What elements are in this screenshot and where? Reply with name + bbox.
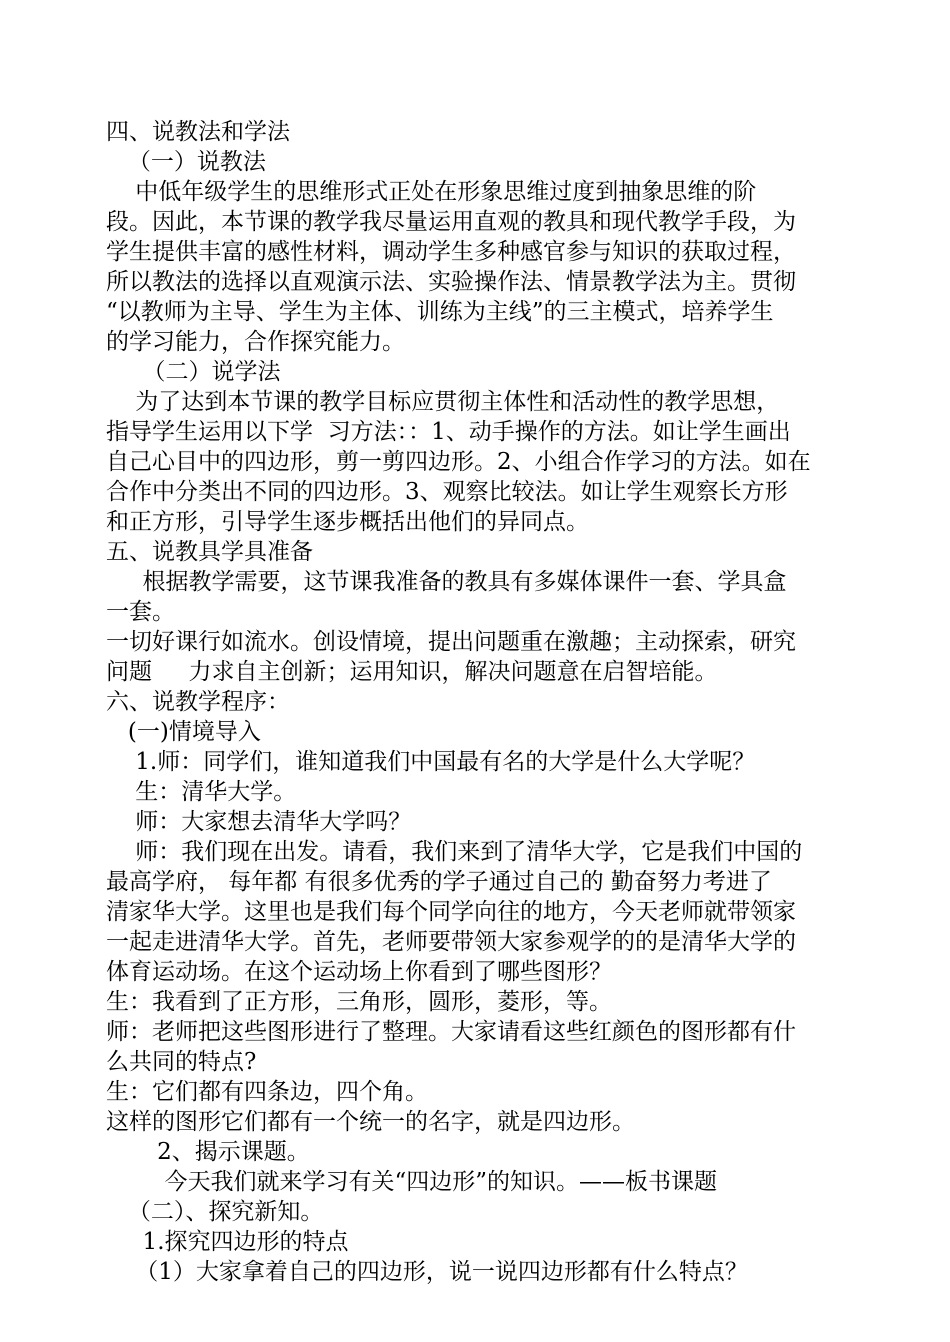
dialogue-line: 生：我看到了正方形，三角形，圆形，菱形，等。 bbox=[106, 989, 612, 1015]
heading-teaching-aids: 五、说教具学具准备 bbox=[106, 539, 313, 565]
paragraph-line: “以教师为主导、学生为主体、训练为主线”的三主模式，培养学生 bbox=[106, 299, 774, 325]
paragraph-line: （1）大家拿着自己的四边形，说一说四边形都有什么特点？ bbox=[106, 1259, 748, 1285]
dialogue-line: 生：清华大学。 bbox=[106, 779, 297, 805]
dialogue-line: 最高学府， 每年都 有很多优秀的学子通过自己的 勤奋努力考进了 bbox=[106, 869, 772, 895]
subheading-introduction: (一)情境导入 bbox=[106, 719, 261, 745]
dialogue-line: 清家华大学。这里也是我们每个同学向往的地方，今天老师就带领家 bbox=[106, 899, 796, 925]
paragraph-line: 问题 力求自主创新；运用知识，解决问题意在启智培能。 bbox=[106, 659, 718, 685]
paragraph-line: 这样的图形它们都有一个统一的名字，就是四边形。 bbox=[106, 1109, 635, 1135]
paragraph-line: 中低年级学生的思维形式正处在形象思维过度到抽象思维的阶 bbox=[106, 179, 757, 205]
paragraph-line: 一切好课行如流水。创设情境，提出问题重在激趣；主动探索，研究 bbox=[106, 629, 796, 655]
dialogue-line: 一起走进清华大学。首先，老师要带领大家参观学的的是清华大学的 bbox=[106, 929, 796, 955]
dialogue-line: 1.师：同学们，谁知道我们中国最有名的大学是什么大学呢？ bbox=[106, 749, 756, 775]
dialogue-line: 师：老师把这些图形进行了整理。大家请看这些红颜色的图形都有什 bbox=[106, 1019, 796, 1045]
paragraph-line: 今天我们就来学习有关“四边形”的知识。——板书课题 bbox=[106, 1169, 718, 1195]
paragraph-line: 合作中分类出不同的四边形。3、观察比较法。如让学生观察长方形 bbox=[106, 479, 788, 505]
paragraph-line: 自己心目中的四边形，剪一剪四边形。2、小组合作学习的方法。如在 bbox=[106, 449, 811, 475]
dialogue-line: 师：大家想去清华大学吗？ bbox=[106, 809, 412, 835]
paragraph-line: 段。因此，本节课的教学我尽量运用直观的教具和现代教学手段，为 bbox=[106, 209, 796, 235]
paragraph-line: 一套。 bbox=[106, 599, 175, 625]
paragraph-line: 所以教法的选择以直观演示法、实验操作法、情景教学法为主。贯彻 bbox=[106, 269, 796, 295]
subheading-explore: （二）、探究新知。 bbox=[106, 1199, 324, 1225]
paragraph-line: 学生提供丰富的感性材料，调动学生多种感官参与知识的获取过程， bbox=[106, 239, 796, 265]
subheading-reveal-topic: 2、揭示课题。 bbox=[106, 1139, 310, 1165]
subheading-teaching-method: （一）说教法 bbox=[106, 149, 266, 175]
paragraph-line: 根据教学需要，这节课我准备的教具有多媒体课件一套、学具盒 bbox=[106, 569, 787, 595]
heading-methods: 四、说教法和学法 bbox=[106, 119, 290, 145]
dialogue-line: 么共同的特点? bbox=[106, 1049, 257, 1075]
paragraph-line: 指导学生运用以下学 习方法：：1、动手操作的方法。如让学生画出 bbox=[106, 419, 791, 445]
dialogue-line: 生：它们都有四条边，四个角。 bbox=[106, 1079, 428, 1105]
paragraph-line: 为了达到本节课的教学目标应贯彻主体性和活动性的教学思想， bbox=[106, 389, 780, 415]
paragraph-line: 的学习能力，合作探究能力。 bbox=[106, 329, 405, 355]
dialogue-line: 师：我们现在出发。请看，我们来到了清华大学，它是我们中国的 bbox=[106, 839, 803, 865]
subheading-learning-method: （二）说学法 bbox=[106, 359, 281, 385]
paragraph-line: 和正方形，引导学生逐步概括出他们的异同点。 bbox=[106, 509, 589, 535]
heading-teaching-procedure: 六、说教学程序： bbox=[106, 689, 290, 715]
subheading-quadrilateral: 1.探究四边形的特点 bbox=[106, 1229, 349, 1255]
dialogue-line: 体育运动场。在这个运动场上你看到了哪些图形？ bbox=[106, 959, 612, 985]
